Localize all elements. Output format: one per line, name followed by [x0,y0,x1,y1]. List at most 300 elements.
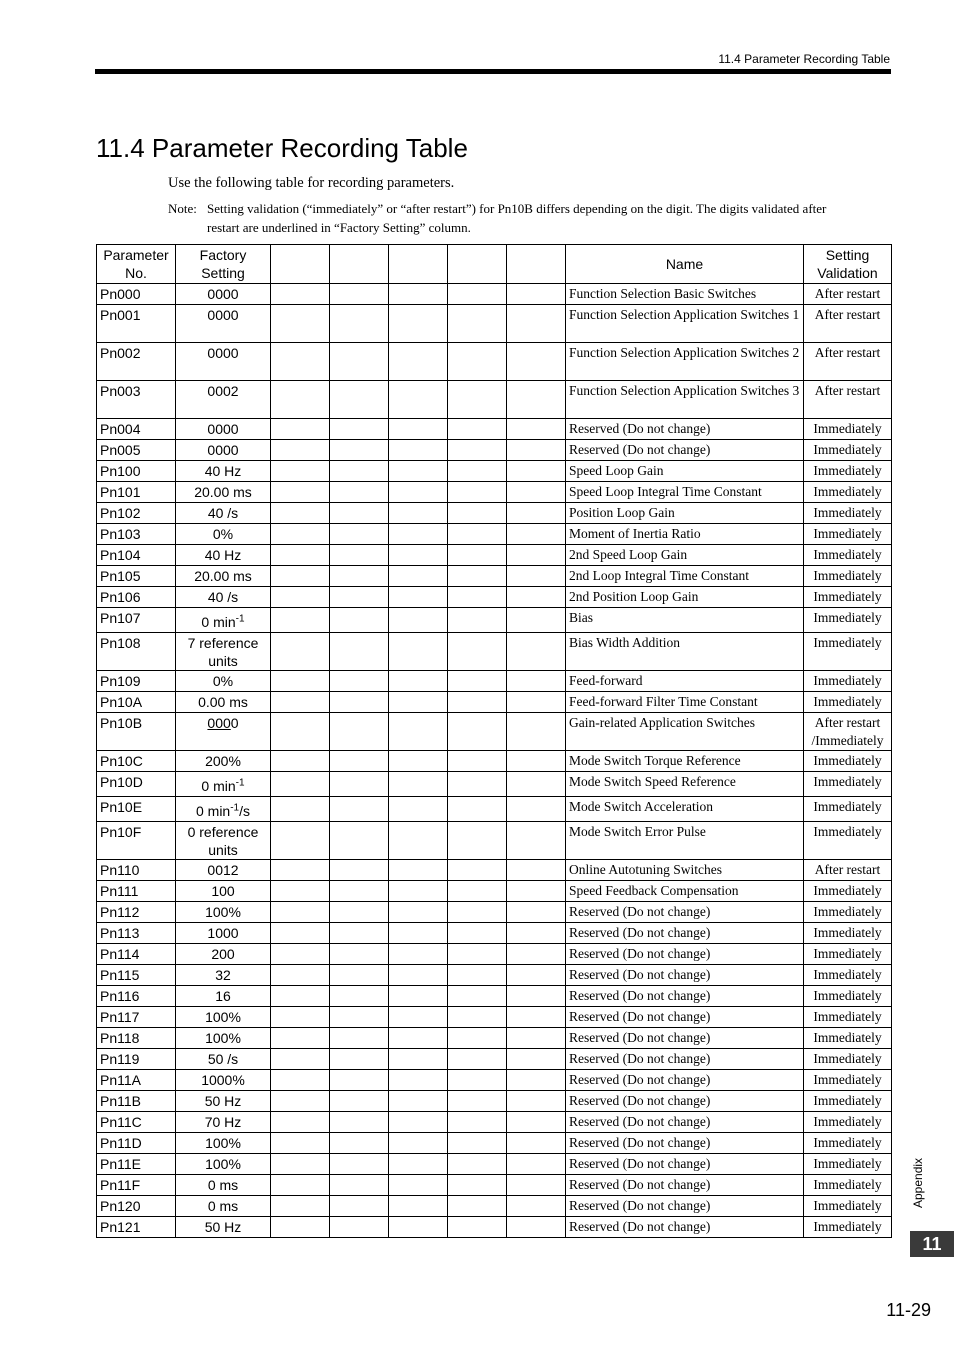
factory-setting-cell [176,1154,271,1175]
table-row [97,1175,892,1196]
factory-value: 20.00 ms [194,484,252,500]
record-cell-4[interactable] [448,1028,507,1049]
record-cell-5[interactable] [507,772,566,797]
record-cell-2[interactable] [330,284,389,305]
record-cell-3[interactable] [389,1196,448,1217]
record-cell-1[interactable] [271,381,330,419]
record-cell-1[interactable] [271,772,330,797]
record-cell-4[interactable] [448,1154,507,1175]
factory-value: 0% [212,526,234,542]
record-cell-5[interactable] [507,860,566,881]
record-cell-3[interactable] [389,1133,448,1154]
param-no-cell: Pn105 [97,566,176,587]
record-cell-5[interactable] [507,1196,566,1217]
record-cell-2[interactable] [330,440,389,461]
factory-setting-cell [176,381,271,419]
record-cell-1[interactable] [271,524,330,545]
factory-value: 200% [205,753,241,769]
record-cell-4[interactable] [448,1070,507,1091]
record-cell-4[interactable] [448,751,507,772]
record-cell-5[interactable] [507,692,566,713]
factory-setting-cell [176,503,271,524]
record-cell-1[interactable] [271,343,330,381]
factory-value: 1000 [207,925,239,941]
record-cell-4[interactable] [448,986,507,1007]
record-cell-2[interactable] [330,965,389,986]
name-cell: Speed Loop Integral Time Constant [566,482,804,503]
record-cell-5[interactable] [507,881,566,902]
record-cell-1[interactable] [271,1007,330,1028]
table-row [97,1007,892,1028]
record-cell-1[interactable] [271,986,330,1007]
record-cell-3[interactable] [389,860,448,881]
record-cell-5[interactable] [507,797,566,822]
factory-setting-cell [176,797,271,822]
record-cell-3[interactable] [389,1070,448,1091]
factory-value: 0 min [195,803,231,819]
record-cell-1[interactable] [271,692,330,713]
record-cell-2[interactable] [330,944,389,965]
factory-setting-cell [176,923,271,944]
record-cell-5[interactable] [507,1217,566,1238]
record-cell-4[interactable] [448,1196,507,1217]
param-no-cell: Pn003 [97,381,176,419]
record-cell-3[interactable] [389,1217,448,1238]
record-cell-5[interactable] [507,1049,566,1070]
name-cell: Mode Switch Acceleration [566,797,804,822]
record-cell-1[interactable] [271,1112,330,1133]
record-cell-5[interactable] [507,902,566,923]
record-cell-5[interactable] [507,822,566,860]
record-cell-3[interactable] [389,381,448,419]
factory-value: 100% [205,1156,241,1172]
record-cell-4[interactable] [448,1091,507,1112]
table-row [97,608,892,633]
record-cell-2[interactable] [330,751,389,772]
record-cell-3[interactable] [389,1028,448,1049]
record-cell-1[interactable] [271,1154,330,1175]
param-no-cell: Pn112 [97,902,176,923]
record-cell-5[interactable] [507,986,566,1007]
record-cell-5[interactable] [507,1133,566,1154]
record-cell-3[interactable] [389,1112,448,1133]
record-cell-1[interactable] [271,545,330,566]
factory-setting-cell [176,545,271,566]
record-cell-4[interactable] [448,545,507,566]
record-cell-2[interactable] [330,797,389,822]
record-cell-2[interactable] [330,1028,389,1049]
record-cell-4[interactable] [448,902,507,923]
record-cell-4[interactable] [448,923,507,944]
param-no-cell: Pn120 [97,1196,176,1217]
record-cell-2[interactable] [330,1112,389,1133]
record-cell-4[interactable] [448,1133,507,1154]
record-cell-5[interactable] [507,587,566,608]
record-cell-5[interactable] [507,440,566,461]
record-cell-2[interactable] [330,1007,389,1028]
record-cell-1[interactable] [271,1133,330,1154]
record-cell-4[interactable] [448,881,507,902]
name-cell: Mode Switch Error Pulse [566,822,804,860]
param-no-cell: Pn116 [97,986,176,1007]
param-no-cell: Pn101 [97,482,176,503]
record-cell-4[interactable] [448,671,507,692]
record-cell-5[interactable] [507,284,566,305]
table-row [97,822,892,860]
name-cell: Function Selection Basic Switches [566,284,804,305]
record-cell-3[interactable] [389,482,448,503]
record-cell-4[interactable] [448,944,507,965]
name-cell: Mode Switch Speed Reference [566,772,804,797]
param-no-cell: Pn000 [97,284,176,305]
setting-validation-cell: Immediately [804,545,892,566]
factory-setting-cell [176,1217,271,1238]
record-cell-2[interactable] [330,671,389,692]
record-cell-5[interactable] [507,1007,566,1028]
note-label: Note: [168,201,197,216]
record-cell-4[interactable] [448,381,507,419]
record-cell-4[interactable] [448,461,507,482]
record-cell-2[interactable] [330,482,389,503]
factory-value: 7 reference units [187,635,259,669]
record-cell-3[interactable] [389,965,448,986]
running-head: 11.4 Parameter Recording Table [718,52,890,66]
param-no-cell: Pn104 [97,545,176,566]
record-cell-2[interactable] [330,381,389,419]
setting-validation-cell: Immediately [804,1049,892,1070]
record-cell-5[interactable] [507,1091,566,1112]
record-cell-4[interactable] [448,587,507,608]
record-cell-4[interactable] [448,1049,507,1070]
record-cell-5[interactable] [507,461,566,482]
record-cell-3[interactable] [389,587,448,608]
record-cell-1[interactable] [271,482,330,503]
factory-setting-cell [176,587,271,608]
record-cell-3[interactable] [389,461,448,482]
record-cell-4[interactable] [448,965,507,986]
record-cell-2[interactable] [330,545,389,566]
record-cell-1[interactable] [271,587,330,608]
record-cell-1[interactable] [271,461,330,482]
factory-value: 16 [215,988,231,1004]
table-row [97,860,892,881]
param-no-cell: Pn100 [97,461,176,482]
record-cell-1[interactable] [271,671,330,692]
record-cell-4[interactable] [448,440,507,461]
table-row [97,692,892,713]
name-cell: Reserved (Do not change) [566,1028,804,1049]
record-cell-4[interactable] [448,1175,507,1196]
record-cell-3[interactable] [389,545,448,566]
record-cell-1[interactable] [271,1175,330,1196]
name-cell: Function Selection Application Switches 3 [566,381,804,419]
record-cell-5[interactable] [507,944,566,965]
record-cell-5[interactable] [507,566,566,587]
record-cell-2[interactable] [330,1091,389,1112]
factory-setting-cell [176,1070,271,1091]
record-cell-5[interactable] [507,524,566,545]
record-cell-3[interactable] [389,633,448,671]
name-cell: Reserved (Do not change) [566,902,804,923]
record-cell-1[interactable] [271,944,330,965]
setting-validation-cell: Immediately [804,822,892,860]
factory-setting-cell [176,633,271,671]
param-no-cell: Pn11B [97,1091,176,1112]
record-cell-1[interactable] [271,1070,330,1091]
record-cell-3[interactable] [389,713,448,751]
name-cell: 2nd Position Loop Gain [566,587,804,608]
record-cell-2[interactable] [330,713,389,751]
record-cell-2[interactable] [330,1154,389,1175]
record-cell-3[interactable] [389,692,448,713]
name-cell: Reserved (Do not change) [566,1070,804,1091]
record-cell-4[interactable] [448,1217,507,1238]
record-cell-2[interactable] [330,1196,389,1217]
record-cell-1[interactable] [271,822,330,860]
header-setting-validation: Setting Validation [804,245,892,284]
record-cell-3[interactable] [389,284,448,305]
record-cell-2[interactable] [330,343,389,381]
record-cell-4[interactable] [448,524,507,545]
record-cell-4[interactable] [448,692,507,713]
record-cell-1[interactable] [271,305,330,343]
record-cell-2[interactable] [330,566,389,587]
setting-validation-cell: Immediately [804,419,892,440]
record-cell-2[interactable] [330,1217,389,1238]
table-row [97,343,892,381]
record-cell-2[interactable] [330,1049,389,1070]
header-param-no: Parameter No. [97,245,176,284]
record-cell-2[interactable] [330,524,389,545]
record-cell-1[interactable] [271,566,330,587]
record-cell-2[interactable] [330,587,389,608]
record-cell-3[interactable] [389,1091,448,1112]
record-cell-3[interactable] [389,305,448,343]
record-cell-5[interactable] [507,965,566,986]
table-row [97,482,892,503]
record-cell-3[interactable] [389,503,448,524]
record-cell-1[interactable] [271,284,330,305]
record-cell-3[interactable] [389,902,448,923]
record-cell-3[interactable] [389,343,448,381]
param-no-cell: Pn10D [97,772,176,797]
record-cell-1[interactable] [271,1028,330,1049]
record-cell-2[interactable] [330,1175,389,1196]
restart-digits: 000 [207,715,231,731]
record-cell-1[interactable] [271,713,330,751]
record-cell-5[interactable] [507,503,566,524]
table-row [97,713,892,751]
name-cell: Function Selection Application Switches 2 [566,343,804,381]
factory-value: 0 reference units [187,824,259,858]
factory-value: 50 Hz [204,1093,242,1109]
record-cell-3[interactable] [389,797,448,822]
name-cell: Reserved (Do not change) [566,1007,804,1028]
setting-validation-cell: Immediately [804,671,892,692]
name-cell: Reserved (Do not change) [566,923,804,944]
record-cell-1[interactable] [271,419,330,440]
record-cell-4[interactable] [448,608,507,633]
record-cell-5[interactable] [507,1028,566,1049]
setting-validation-cell: Immediately [804,1175,892,1196]
intro-text: Use the following table for recording parameters. [168,175,455,191]
record-cell-3[interactable] [389,822,448,860]
record-cell-3[interactable] [389,1154,448,1175]
record-cell-3[interactable] [389,566,448,587]
record-cell-3[interactable] [389,944,448,965]
factory-setting-cell [176,284,271,305]
record-cell-2[interactable] [330,1070,389,1091]
factory-value: 0000 [207,307,239,323]
record-cell-5[interactable] [507,381,566,419]
factory-setting-cell [176,608,271,633]
record-cell-3[interactable] [389,751,448,772]
factory-setting-cell [176,1196,271,1217]
record-cell-4[interactable] [448,822,507,860]
record-cell-4[interactable] [448,772,507,797]
table-row [97,440,892,461]
record-cell-2[interactable] [330,608,389,633]
record-cell-2[interactable] [330,461,389,482]
record-cell-4[interactable] [448,797,507,822]
param-no-cell: Pn005 [97,440,176,461]
record-cell-3[interactable] [389,524,448,545]
record-cell-1[interactable] [271,881,330,902]
record-cell-1[interactable] [271,1217,330,1238]
table-row [97,1154,892,1175]
factory-setting-cell [176,566,271,587]
record-cell-2[interactable] [330,986,389,1007]
record-cell-2[interactable] [330,881,389,902]
record-cell-1[interactable] [271,1091,330,1112]
record-cell-5[interactable] [507,1175,566,1196]
factory-value: 200 [211,946,235,962]
record-cell-5[interactable] [507,419,566,440]
record-cell-1[interactable] [271,902,330,923]
setting-validation-cell: Immediately [804,587,892,608]
record-cell-2[interactable] [330,503,389,524]
name-cell: 2nd Loop Integral Time Constant [566,566,804,587]
record-cell-1[interactable] [271,860,330,881]
setting-validation-cell: Immediately [804,902,892,923]
record-cell-2[interactable] [330,692,389,713]
table-row [97,305,892,343]
record-cell-5[interactable] [507,305,566,343]
record-cell-4[interactable] [448,419,507,440]
header-record-5 [507,245,566,284]
name-cell: Feed-forward Filter Time Constant [566,692,804,713]
record-cell-2[interactable] [330,902,389,923]
setting-validation-cell: Immediately [804,633,892,671]
factory-setting-cell [176,1007,271,1028]
record-cell-2[interactable] [330,1133,389,1154]
record-cell-4[interactable] [448,503,507,524]
record-cell-3[interactable] [389,419,448,440]
factory-value: 0000 [207,345,239,361]
record-cell-5[interactable] [507,671,566,692]
record-cell-5[interactable] [507,608,566,633]
record-cell-3[interactable] [389,1175,448,1196]
record-cell-2[interactable] [330,633,389,671]
record-cell-1[interactable] [271,797,330,822]
factory-value: 100% [205,1135,241,1151]
record-cell-4[interactable] [448,566,507,587]
param-no-cell: Pn11C [97,1112,176,1133]
setting-validation-cell: Immediately [804,608,892,633]
record-cell-3[interactable] [389,881,448,902]
record-cell-5[interactable] [507,1154,566,1175]
factory-value: 40 /s [207,505,239,521]
record-cell-3[interactable] [389,772,448,797]
factory-value: 40 Hz [204,547,242,563]
table-row [97,524,892,545]
record-cell-1[interactable] [271,503,330,524]
record-cell-4[interactable] [448,343,507,381]
record-cell-5[interactable] [507,482,566,503]
record-cell-5[interactable] [507,1070,566,1091]
record-cell-2[interactable] [330,305,389,343]
record-cell-4[interactable] [448,633,507,671]
record-cell-4[interactable] [448,305,507,343]
record-cell-1[interactable] [271,751,330,772]
record-cell-2[interactable] [330,860,389,881]
table-row [97,944,892,965]
param-no-cell: Pn002 [97,343,176,381]
param-no-cell: Pn106 [97,587,176,608]
record-cell-1[interactable] [271,608,330,633]
record-cell-3[interactable] [389,1049,448,1070]
name-cell: Feed-forward [566,671,804,692]
record-cell-5[interactable] [507,923,566,944]
record-cell-2[interactable] [330,822,389,860]
table-row [97,1070,892,1091]
record-cell-1[interactable] [271,923,330,944]
record-cell-4[interactable] [448,860,507,881]
record-cell-3[interactable] [389,608,448,633]
record-cell-2[interactable] [330,419,389,440]
record-cell-1[interactable] [271,1049,330,1070]
record-cell-4[interactable] [448,1007,507,1028]
record-cell-5[interactable] [507,1112,566,1133]
factory-setting-cell [176,881,271,902]
header-factory-setting: Factory Setting [176,245,271,284]
header-record-2 [330,245,389,284]
record-cell-2[interactable] [330,923,389,944]
record-cell-3[interactable] [389,1007,448,1028]
record-cell-4[interactable] [448,482,507,503]
record-cell-5[interactable] [507,545,566,566]
record-cell-1[interactable] [271,965,330,986]
record-cell-3[interactable] [389,923,448,944]
header-record-3 [389,245,448,284]
record-cell-2[interactable] [330,772,389,797]
record-cell-5[interactable] [507,751,566,772]
table-row [97,923,892,944]
record-cell-3[interactable] [389,986,448,1007]
record-cell-3[interactable] [389,671,448,692]
record-cell-3[interactable] [389,440,448,461]
record-cell-5[interactable] [507,633,566,671]
record-cell-1[interactable] [271,1196,330,1217]
record-cell-4[interactable] [448,713,507,751]
record-cell-4[interactable] [448,1112,507,1133]
record-cell-4[interactable] [448,284,507,305]
factory-value: 0 ms [207,1177,239,1193]
record-cell-1[interactable] [271,440,330,461]
record-cell-5[interactable] [507,343,566,381]
record-cell-5[interactable] [507,713,566,751]
record-cell-1[interactable] [271,633,330,671]
